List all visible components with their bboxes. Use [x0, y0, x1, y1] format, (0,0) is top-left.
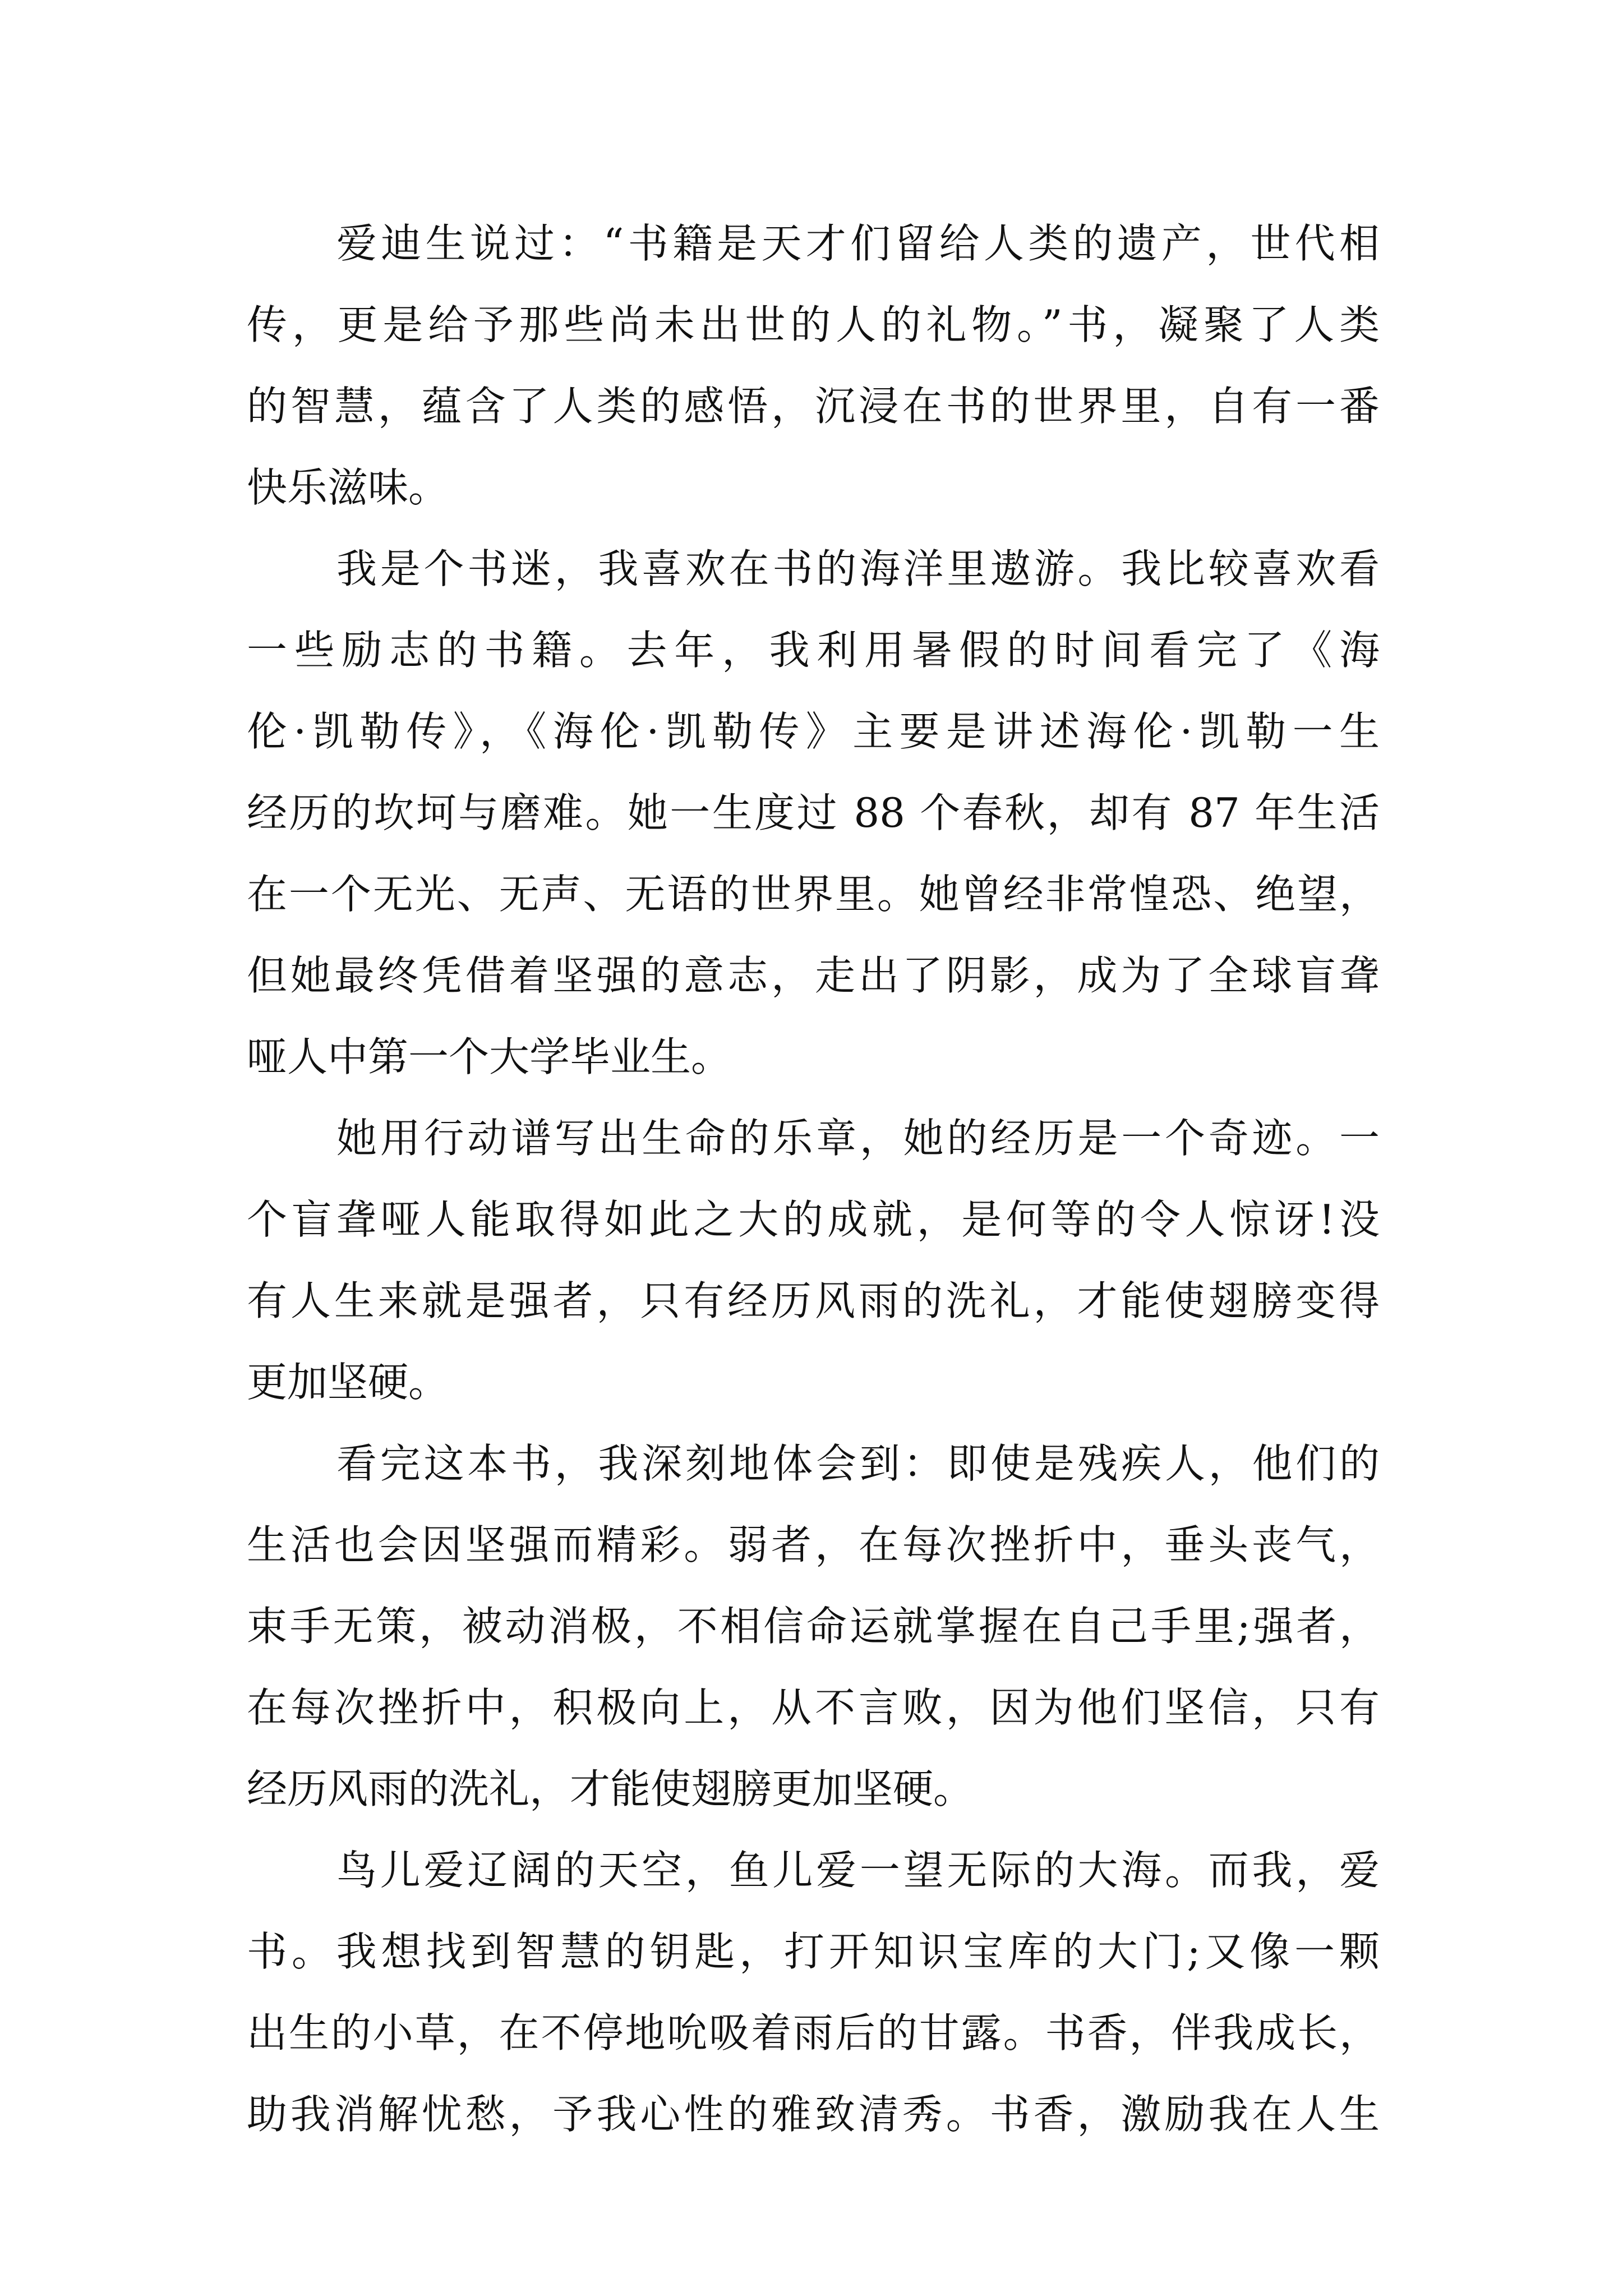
paragraph-5-line-1: 鸟儿爱辽阔的天空，鱼儿爱一望无际的大海。而我，爱 — [336, 1847, 1380, 1894]
paragraph-1-line-1: 爱迪生说过：“书籍是天才们留给人类的遗产，世代相 — [336, 220, 1380, 267]
paragraph-5-line-2: 书。我想找到智慧的钥匙，打开知识宝库的大门;又像一颗 — [247, 1928, 1380, 1975]
paragraph-4-line-1: 看完这本书，我深刻地体会到：即使是残疾人，他们的 — [336, 1440, 1380, 1487]
paragraph-3-line-2: 个盲聋哑人能取得如此之大的成就，是何等的令人惊讶!没 — [247, 1196, 1380, 1243]
paragraph-5-line-3: 出生的小草，在不停地吮吸着雨后的甘露。书香，伴我成长， — [247, 2009, 1380, 2056]
paragraph-2-line-7: 哑人中第一个大学毕业生。 — [247, 1033, 732, 1080]
paragraph-3-line-4: 更加坚硬。 — [247, 1359, 449, 1406]
paragraph-2-line-6: 但她最终凭借着坚强的意志，走出了阴影，成为了全球盲聋 — [247, 952, 1380, 999]
paragraph-2-line-3: 伦·凯勒传》，《海伦·凯勒传》主要是讲述海伦·凯勒一生 — [247, 708, 1380, 755]
paragraph-4-line-2: 生活也会因坚强而精彩。弱者，在每次挫折中，垂头丧气， — [247, 1521, 1380, 1568]
paragraph-5-line-4: 助我消解忧愁，予我心性的雅致清秀。书香，激励我在人生 — [247, 2091, 1380, 2138]
paragraph-2-line-1: 我是个书迷，我喜欢在书的海洋里遨游。我比较喜欢看 — [336, 545, 1380, 592]
paragraph-1-line-3: 的智慧，蕴含了人类的感悟，沉浸在书的世界里，自有一番 — [247, 383, 1380, 430]
paragraph-4-line-3: 束手无策，被动消极，不相信命运就掌握在自己手里;强者， — [247, 1603, 1380, 1650]
paragraph-3-line-3: 有人生来就是强者，只有经历风雨的洗礼，才能使翅膀变得 — [247, 1277, 1380, 1324]
paragraph-4-line-4: 在每次挫折中，积极向上，从不言败，因为他们坚信，只有 — [247, 1684, 1380, 1731]
paragraph-2-line-5: 在一个无光、无声、无语的世界里。她曾经非常惶恐、绝望， — [247, 871, 1380, 918]
paragraph-2-line-4: 经历的坎坷与磨难。她一生度过 88 个春秋，却有 87 年生活 — [247, 789, 1380, 836]
paragraph-1-line-4: 快乐滋味。 — [247, 464, 449, 511]
document-body — [247, 203, 1380, 2155]
paragraph-1-line-2: 传，更是给予那些尚未出世的人的礼物。”书，凝聚了人类 — [247, 301, 1380, 348]
paragraph-3-line-1: 她用行动谱写出生命的乐章，她的经历是一个奇迹。一 — [336, 1115, 1380, 1162]
paragraph-2-line-2: 一些励志的书籍。去年，我利用暑假的时间看完了《海 — [247, 627, 1380, 674]
paragraph-4-line-5: 经历风雨的洗礼，才能使翅膀更加坚硬。 — [247, 1765, 974, 1812]
